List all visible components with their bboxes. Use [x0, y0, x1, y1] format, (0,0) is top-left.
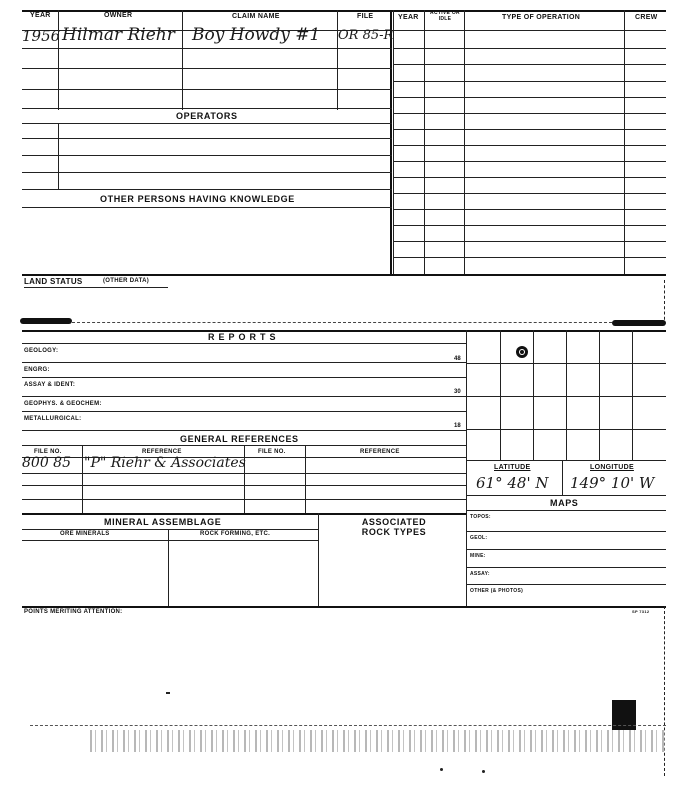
reports-label: REPORTS — [208, 332, 280, 342]
longitude-label: LONGITUDE — [590, 464, 634, 471]
header-file: FILE — [357, 13, 374, 20]
latitude-value: 61° 48' N — [476, 474, 549, 492]
report-geology: GEOLOGY: — [24, 348, 59, 354]
header-type-of-operation: TYPE OF OPERATION — [502, 14, 581, 21]
report-num-18: 18 — [454, 423, 461, 429]
gr-file-no: FILE NO. — [34, 449, 62, 455]
report-assay: ASSAY & IDENT: — [24, 382, 76, 388]
report-num-30: 30 — [454, 389, 461, 395]
location-marker-icon — [516, 346, 528, 358]
location-grid — [466, 330, 666, 460]
entry-file: OR 85-R — [338, 28, 394, 43]
mineral-assemblage-label: MINERAL ASSEMBLAGE — [104, 517, 222, 527]
maps-topos: TOPOS: — [470, 514, 491, 520]
entry-year: 1956 — [22, 27, 61, 45]
gr-file-no2: FILE NO. — [258, 449, 286, 455]
entry-owner: Hilmar Riehr — [62, 25, 175, 45]
maps-other: OTHER (& PHOTOS) — [470, 588, 524, 594]
rock-forming-label: ROCK FORMING, ETC. — [200, 531, 271, 537]
maps-geol: GEOL: — [470, 535, 488, 541]
entry-claim-name: Boy Howdy #1 — [192, 25, 321, 45]
report-metallurgical: METALLURGICAL: — [24, 416, 82, 422]
latitude-label: LATITUDE — [494, 464, 531, 471]
land-status-sub: (OTHER DATA) — [103, 278, 150, 284]
land-status-label: LAND STATUS — [24, 277, 83, 286]
longitude-value: 149° 10' W — [570, 474, 655, 492]
maps-mine: MINE: — [470, 553, 486, 559]
header-crew: CREW — [635, 14, 658, 21]
gr-reference: REFERENCE — [142, 449, 182, 455]
header-year: YEAR — [30, 12, 51, 19]
gr-reference2: REFERENCE — [360, 449, 400, 455]
gr-entry-reference: "P" Riehr & Associates — [84, 455, 246, 471]
gr-entry-file-no: 800 85 — [22, 455, 71, 471]
associated-rock-types-label: ASSOCIATED ROCK TYPES — [361, 517, 427, 537]
operators-label: OPERATORS — [176, 111, 238, 121]
header-owner: OWNER — [104, 12, 133, 19]
report-engrg: ENGRG: — [24, 367, 50, 373]
maps-label: MAPS — [550, 498, 579, 508]
general-references-label: GENERAL REFERENCES — [180, 434, 299, 444]
header-year2: YEAR — [398, 14, 419, 21]
report-num-48: 48 — [454, 356, 461, 362]
maps-assay: ASSAY: — [470, 571, 490, 577]
form-code: SP 7312 — [632, 609, 650, 614]
ore-minerals-label: ORE MINERALS — [60, 531, 110, 537]
points-meriting-label: POINTS MERITING ATTENTION: — [24, 609, 123, 615]
report-geophys: GEOPHYS. & GEOCHEM: — [24, 401, 102, 407]
header-claim-name: CLAIM NAME — [232, 13, 280, 20]
other-persons-label: OTHER PERSONS HAVING KNOWLEDGE — [100, 194, 295, 204]
header-active-idle: ACTIVE OR IDLE — [430, 10, 460, 22]
